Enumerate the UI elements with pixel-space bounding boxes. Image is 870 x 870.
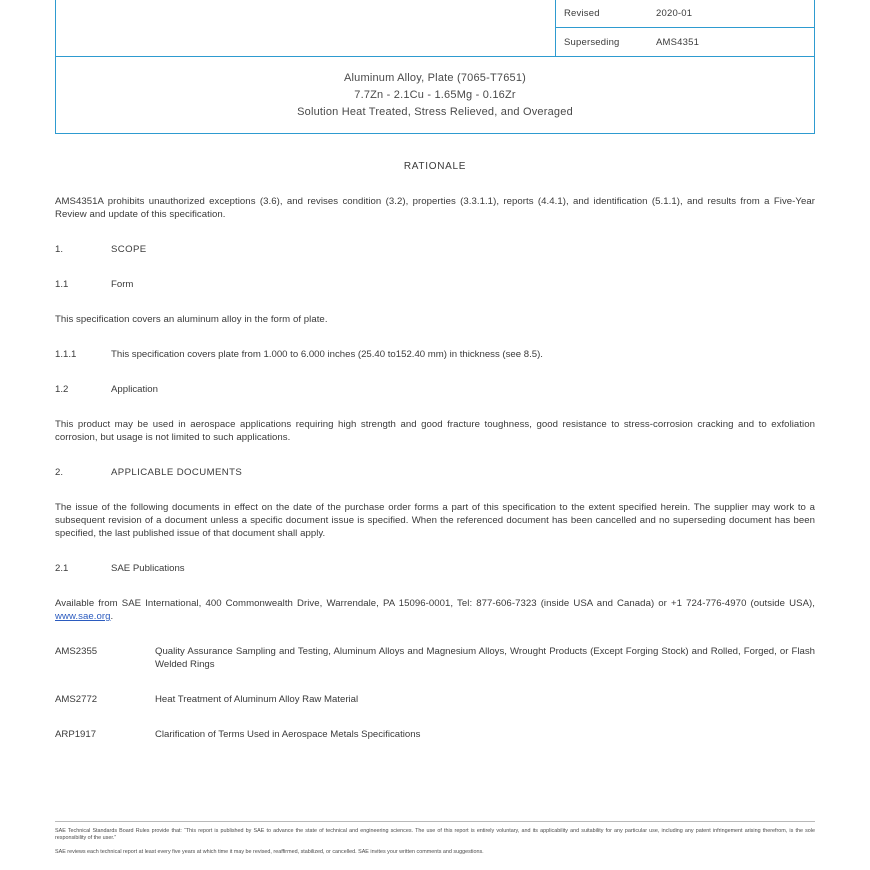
section-number: 1.1: [55, 279, 69, 290]
title-line-2: 7.7Zn - 2.1Cu - 1.65Mg - 0.16Zr: [354, 88, 516, 101]
sae-website-link[interactable]: www.sae.org: [55, 611, 111, 622]
header-left-cell: [56, 0, 556, 56]
application-text: This product may be used in aerospace applications requiring high strength and good fracture toughness, good resistance to stress-corrosion cracking and to exfoliation corrosion, but usage is not limited to such applications.: [55, 419, 815, 443]
section-sae-publications: [55, 562, 815, 575]
section-title: This specification covers plate from 1.000 to 6.000 inches (25.40 to152.40 mm) in thickness (see 8.5).: [111, 349, 543, 360]
section-title: SAE Publications: [111, 563, 185, 574]
revised-label: Revised: [564, 7, 600, 19]
document-body: [55, 134, 815, 741]
section-scope: [55, 243, 815, 256]
page-footer: [55, 821, 815, 862]
section-applicable-documents: [55, 466, 815, 479]
section-number: 1.1.1: [55, 349, 77, 360]
header-superseding-row: [556, 28, 814, 56]
header-revised-row: [556, 0, 814, 28]
rationale-heading: RATIONALE: [403, 161, 467, 172]
section-number: 2.: [55, 467, 64, 478]
revised-value: 2020-01: [656, 7, 693, 19]
footer-line-2: SAE reviews each technical report at least every five years at which time it may be revised, reaffirmed, stabilized, or cancelled. SAE invites your written comments and suggestions.: [55, 848, 484, 855]
header-right-cell: [556, 0, 814, 56]
footer-divider: [55, 821, 815, 822]
sae-availability-after: .: [110, 611, 114, 622]
sae-availability-before: Available from SAE International, 400 Commonwealth Drive, Warrendale, PA 15096-0001, Tel: 877-606-7323 (inside USA and Canada) or +1 724-776-4970 (outside USA),: [55, 598, 815, 609]
section-number: 1.2: [55, 384, 69, 395]
sae-availability-text: [55, 597, 815, 623]
section-title: APPLICABLE DOCUMENTS: [111, 467, 243, 478]
document-reference-row: [55, 693, 815, 706]
document-description: Quality Assurance Sampling and Testing, Aluminum Alloys and Magnesium Alloys, Wrought Products (Except Forging Stock) and Rolled, Forged, or Flash Welded Rings: [155, 646, 815, 670]
superseding-value: AMS4351: [656, 36, 700, 48]
section-title: Form: [111, 279, 134, 290]
title-line-3: Solution Heat Treated, Stress Relieved, and Overaged: [297, 105, 573, 118]
section-form: [55, 278, 815, 291]
document-id: AMS2772: [55, 694, 98, 705]
document-reference-row: [55, 728, 815, 741]
document-title-box: [55, 56, 815, 134]
document-description: Heat Treatment of Aluminum Alloy Raw Material: [155, 694, 359, 705]
section-title: Application: [111, 384, 158, 395]
section-title: SCOPE: [111, 244, 147, 255]
document-id: ARP1917: [55, 729, 97, 740]
section-number: 2.1: [55, 563, 69, 574]
document-header-box: [55, 0, 815, 56]
section-number: 1.: [55, 244, 64, 255]
document-reference-row: [55, 645, 815, 671]
title-line-1: Aluminum Alloy, Plate (7065-T7651): [343, 71, 527, 84]
document-id: AMS2355: [55, 646, 98, 657]
document-description: Clarification of Terms Used in Aerospace Metals Specifications: [155, 729, 421, 740]
scope-form-text: This specification covers an aluminum alloy in the form of plate.: [55, 314, 328, 325]
section-thickness: [55, 348, 815, 361]
superseding-label: Superseding: [564, 36, 620, 48]
applicable-documents-text: The issue of the following documents in effect on the date of the purchase order forms a part of this specification to the extent specified herein. The supplier may work to a subsequent revision of a document unless a specific document issue is specified. When the referenced document has been cancelled and no superseding document has been specified, the last published issue of that document shall apply.: [55, 502, 815, 539]
section-application: [55, 383, 815, 396]
rationale-text: AMS4351A prohibits unauthorized exceptions (3.6), and revises condition (3.2), properties (3.3.1.1), reports (4.4.1), and identification (5.1.1), and results from a Five-Year Review and update of this specification.: [55, 196, 815, 220]
footer-line-1: SAE Technical Standards Board Rules provide that: “This report is published by SAE to advance the state of technical and engineering sciences. The use of this report is entirely voluntary, and its applicability and suitability for any particular use, including any patent infringement arising therefrom, is the sole responsibility of the user.”: [55, 827, 815, 842]
